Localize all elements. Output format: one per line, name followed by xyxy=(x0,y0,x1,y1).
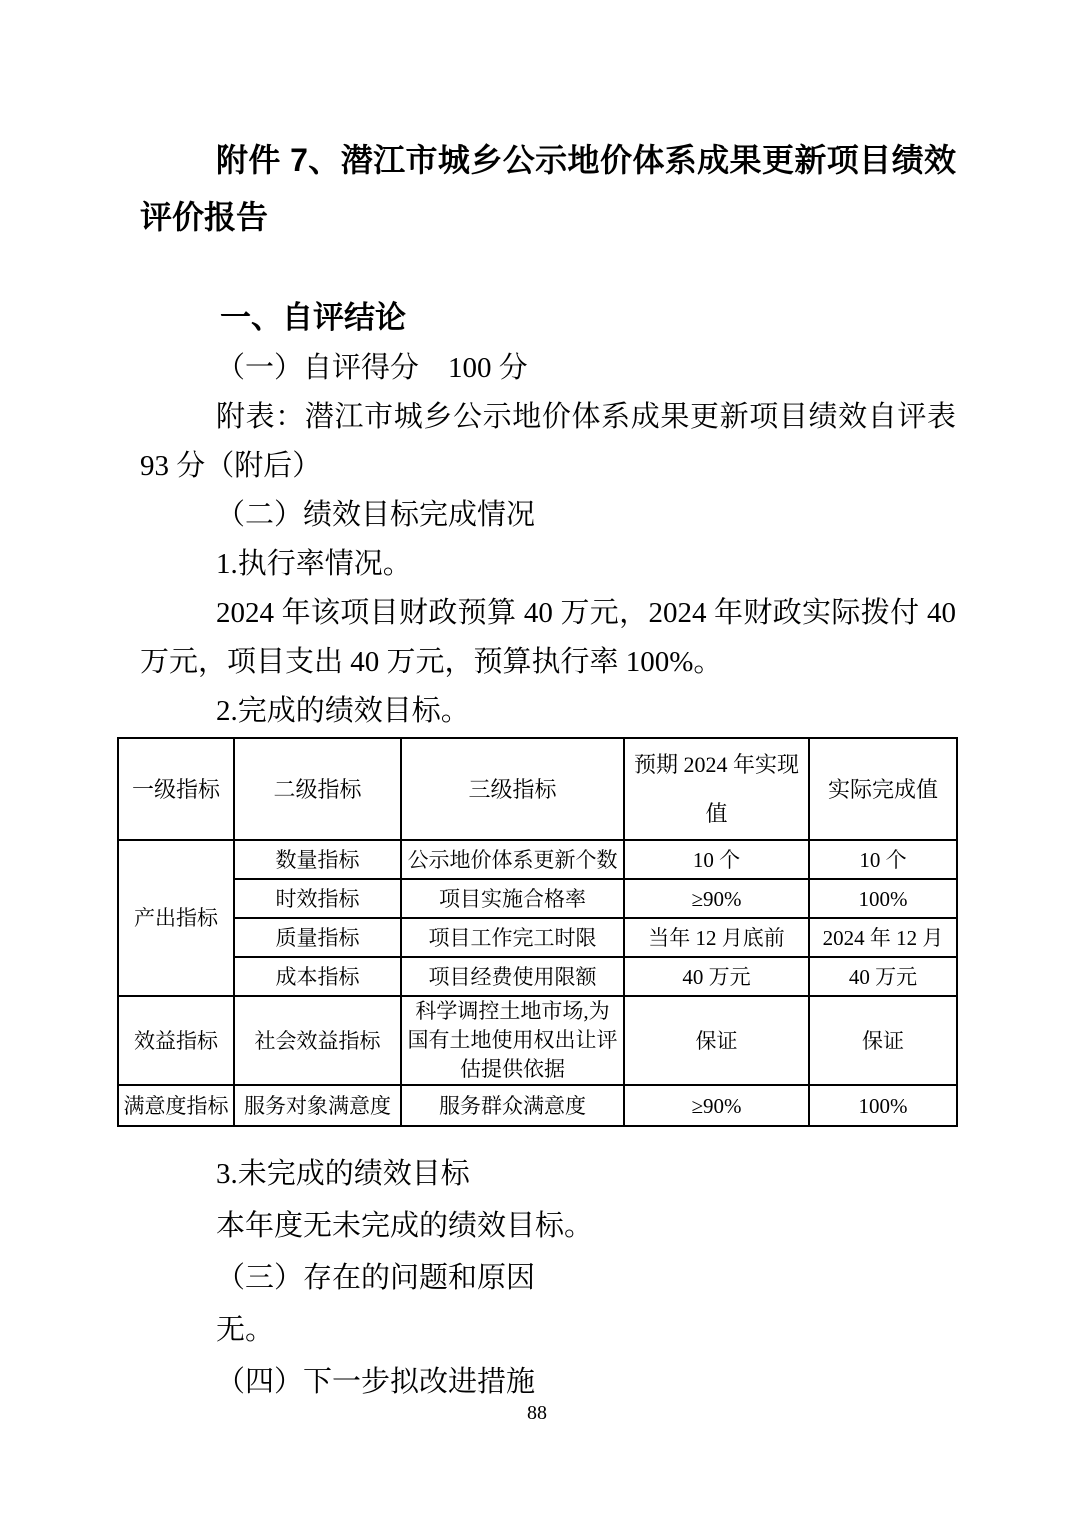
table-row xyxy=(118,840,957,879)
header-actual-value: 实际完成值 xyxy=(809,738,957,840)
cell-output-indicator: 产出指标 xyxy=(118,840,234,996)
para-completed-targets-label: 2.完成的绩效目标。 xyxy=(216,695,470,727)
para-appendix-note: 附表：潜江市城乡公示地价体系成果更新项目绩效自评表 93 分（附后） xyxy=(140,401,956,482)
cell-quantity-actual: 10 个 xyxy=(809,840,957,879)
cell-timeliness-indicator: 时效指标 xyxy=(234,879,401,918)
document-content xyxy=(123,132,956,1408)
cell-quantity-expected: 10 个 xyxy=(624,840,809,879)
page-number: 88 xyxy=(527,1402,547,1424)
cell-satisfaction-expected: ≥90% xyxy=(624,1085,809,1126)
cell-social-benefit-expected: 保证 xyxy=(624,996,809,1085)
para-execution-rate-label: 1.执行率情况。 xyxy=(216,548,412,580)
cell-quantity-indicator: 数量指标 xyxy=(234,840,401,879)
header-level1-indicator: 一级指标 xyxy=(118,738,234,840)
para-unfinished-targets-label: 3.未完成的绩效目标 xyxy=(216,1158,470,1190)
table-header-row xyxy=(118,738,957,840)
cell-quantity-measure: 公示地价体系更新个数 xyxy=(401,840,624,879)
heading-target-completion: （二）绩效目标完成情况 xyxy=(216,499,536,531)
cell-timeliness-measure: 项目实施合格率 xyxy=(401,879,624,918)
page-title: 附件 7、潜江市城乡公示地价体系成果更新项目绩效评价报告 xyxy=(140,142,956,235)
cell-satisfaction-indicator: 满意度指标 xyxy=(118,1085,234,1126)
header-level3-indicator: 三级指标 xyxy=(401,738,624,840)
cell-quality-measure: 项目工作完工时限 xyxy=(401,918,624,957)
heading-self-eval-conclusion: 一、自评结论 xyxy=(220,300,406,335)
cell-cost-indicator: 成本指标 xyxy=(234,957,401,996)
cell-quality-actual: 2024 年 12 月 xyxy=(809,918,957,957)
header-level2-indicator: 二级指标 xyxy=(234,738,401,840)
cell-timeliness-actual: 100% xyxy=(809,879,957,918)
bottom-section xyxy=(140,1148,956,1408)
cell-public-satisfaction-measure: 服务群众满意度 xyxy=(401,1085,624,1126)
performance-indicators-table xyxy=(117,737,958,1127)
cell-cost-actual: 40 万元 xyxy=(809,957,957,996)
table-row xyxy=(118,879,957,918)
para-budget-execution: 2024 年该项目财政预算 40 万元，2024 年财政实际拨付 40 万元，项目支出 40 万元，预算执行率 100%。 xyxy=(140,597,956,678)
cell-quality-expected: 当年 12 月底前 xyxy=(624,918,809,957)
cell-social-benefit-indicator: 社会效益指标 xyxy=(234,996,401,1085)
cell-cost-measure: 项目经费使用限额 xyxy=(401,957,624,996)
cell-timeliness-expected: ≥90% xyxy=(624,879,809,918)
cell-social-benefit-measure: 科学调控土地市场,为国有土地使用权出让评估提供依据 xyxy=(401,996,624,1085)
header-expected-2024-value: 预期 2024 年实现值 xyxy=(624,738,809,840)
heading-problems-and-causes: （三）存在的问题和原因 xyxy=(216,1262,536,1294)
cell-satisfaction-actual: 100% xyxy=(809,1085,957,1126)
para-none: 无。 xyxy=(216,1314,275,1346)
para-self-eval-score: （一）自评得分 100 分 xyxy=(216,352,528,384)
cell-quality-indicator: 质量指标 xyxy=(234,918,401,957)
cell-social-benefit-actual: 保证 xyxy=(809,996,957,1085)
cell-benefit-indicator: 效益指标 xyxy=(118,996,234,1085)
table-row xyxy=(118,957,957,996)
para-no-unfinished-targets: 本年度无未完成的绩效目标。 xyxy=(216,1210,594,1242)
table-row xyxy=(118,918,957,957)
table-row xyxy=(118,1085,957,1126)
table-row xyxy=(118,996,957,1085)
heading-next-step-measures: （四）下一步拟改进措施 xyxy=(216,1366,536,1398)
cell-cost-expected: 40 万元 xyxy=(624,957,809,996)
cell-service-target-satisfaction: 服务对象满意度 xyxy=(234,1085,401,1126)
